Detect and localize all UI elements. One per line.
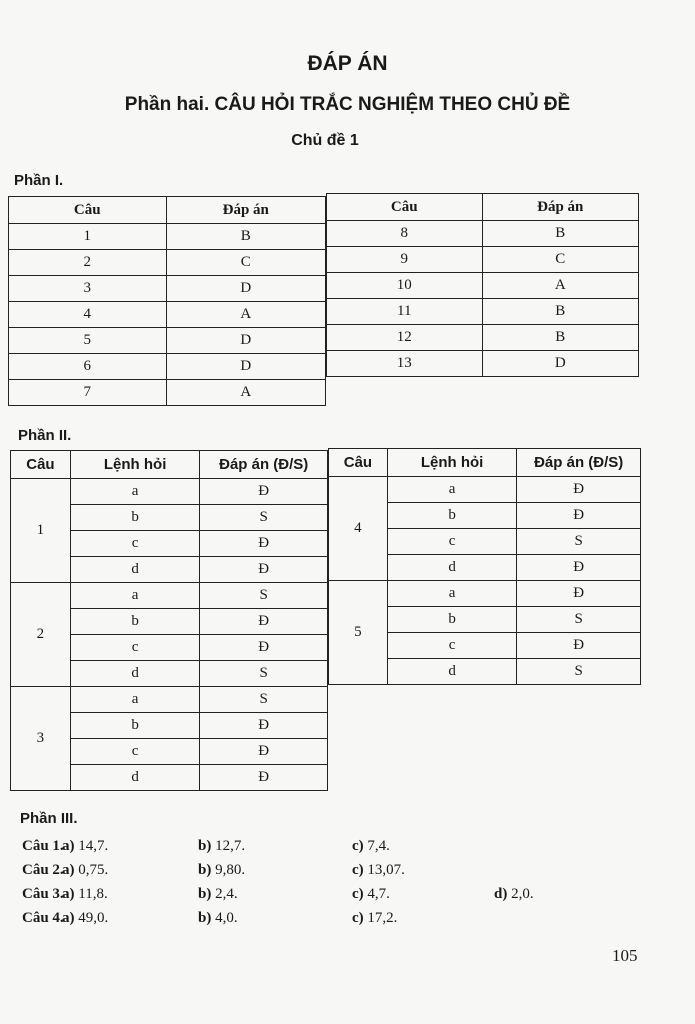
answer-key: a) xyxy=(62,838,75,854)
prompt-cell: c xyxy=(387,529,517,555)
col-header-answer: Đáp án xyxy=(166,197,326,224)
question-cell: 2 xyxy=(9,250,167,276)
question-label: Câu 4. xyxy=(22,910,64,926)
prompt-cell: d xyxy=(70,557,200,583)
answer-key: c) xyxy=(352,910,364,926)
table-row xyxy=(329,477,641,503)
answer-item xyxy=(198,886,238,903)
answer-cell: A xyxy=(166,302,326,328)
prompt-cell: d xyxy=(70,765,200,791)
table-row xyxy=(9,380,326,406)
answer-cell: S xyxy=(517,607,641,633)
answer-item xyxy=(198,838,245,855)
answer-key: b) xyxy=(198,862,212,878)
answer-cell: Đ xyxy=(200,557,328,583)
question-cell: 7 xyxy=(9,380,167,406)
table-row xyxy=(11,687,328,713)
answer-value: 4,0. xyxy=(215,910,238,926)
col-header-answer: Đáp án xyxy=(482,194,639,221)
answer-key: d) xyxy=(494,886,508,902)
question-label: Câu 3. xyxy=(22,886,64,902)
answer-item xyxy=(62,838,108,855)
answer-cell: D xyxy=(482,351,639,377)
prompt-cell: a xyxy=(70,479,200,505)
page-title: ĐÁP ÁN xyxy=(307,52,388,75)
answer-item xyxy=(198,910,238,927)
part2-heading: Phần II. xyxy=(18,427,72,444)
answer-cell: S xyxy=(200,505,328,531)
answer-key: c) xyxy=(352,862,364,878)
answer-cell: Đ xyxy=(200,739,328,765)
answer-value: 2,0. xyxy=(511,886,534,902)
answer-item xyxy=(62,862,108,879)
question-label: Câu 1. xyxy=(22,838,64,854)
question-cell: 11 xyxy=(327,299,483,325)
answer-value: 49,0. xyxy=(78,910,109,926)
answer-value: 14,7. xyxy=(78,838,109,854)
col-header-prompt: Lệnh hỏi xyxy=(387,449,517,477)
prompt-cell: a xyxy=(387,581,517,607)
answer-cell: Đ xyxy=(517,477,641,503)
answer-cell: B xyxy=(482,299,639,325)
prompt-cell: d xyxy=(387,555,517,581)
answer-cell: Đ xyxy=(200,713,328,739)
answer-cell: Đ xyxy=(200,479,328,505)
question-cell: 6 xyxy=(9,354,167,380)
answer-item xyxy=(198,862,245,879)
answer-cell: B xyxy=(482,325,639,351)
question-cell: 9 xyxy=(327,247,483,273)
answer-cell: B xyxy=(482,221,639,247)
table-row xyxy=(327,325,639,351)
answer-cell: B xyxy=(166,224,326,250)
question-cell: 3 xyxy=(11,687,71,791)
answer-cell: D xyxy=(166,354,326,380)
answer-cell: Đ xyxy=(517,581,641,607)
question-cell: 10 xyxy=(327,273,483,299)
prompt-cell: c xyxy=(70,635,200,661)
answer-key: b) xyxy=(198,910,212,926)
part2-table-right xyxy=(328,448,641,685)
answer-value: 4,7. xyxy=(367,886,390,902)
answer-item xyxy=(352,862,405,879)
answer-key: c) xyxy=(352,838,364,854)
answer-cell: Đ xyxy=(200,765,328,791)
prompt-cell: a xyxy=(387,477,517,503)
table-row xyxy=(327,273,639,299)
answer-key: b) xyxy=(198,886,212,902)
question-label: Câu 2. xyxy=(22,862,64,878)
prompt-cell: d xyxy=(70,661,200,687)
answer-key: a) xyxy=(62,910,75,926)
answer-item xyxy=(352,886,390,903)
answer-item xyxy=(62,886,108,903)
answer-cell: C xyxy=(166,250,326,276)
answer-key: a) xyxy=(62,886,75,902)
table-row xyxy=(327,351,639,377)
prompt-cell: d xyxy=(387,659,517,685)
answer-item xyxy=(352,910,397,927)
prompt-cell: c xyxy=(387,633,517,659)
question-cell: 13 xyxy=(327,351,483,377)
part2-table-left xyxy=(10,450,328,791)
answer-cell: Đ xyxy=(200,635,328,661)
answer-cell: S xyxy=(517,529,641,555)
table-row xyxy=(327,221,639,247)
prompt-cell: b xyxy=(387,503,517,529)
question-cell: 1 xyxy=(9,224,167,250)
answer-value: 11,8. xyxy=(78,886,108,902)
topic-heading: Chủ đề 1 xyxy=(291,132,359,149)
answer-cell: Đ xyxy=(200,609,328,635)
answer-cell: S xyxy=(517,659,641,685)
question-cell: 4 xyxy=(329,477,388,581)
answer-cell: D xyxy=(166,328,326,354)
part1-table-left xyxy=(8,196,326,406)
answer-key: c) xyxy=(352,886,364,902)
table-row xyxy=(9,302,326,328)
answer-cell: D xyxy=(166,276,326,302)
question-cell: 5 xyxy=(329,581,388,685)
answer-cell: C xyxy=(482,247,639,273)
answer-cell: Đ xyxy=(517,503,641,529)
answer-key: a) xyxy=(62,862,75,878)
col-header-prompt: Lệnh hỏi xyxy=(70,451,200,479)
table-row xyxy=(9,276,326,302)
col-header-question: Câu xyxy=(9,197,167,224)
answer-value: 2,4. xyxy=(215,886,238,902)
answer-cell: S xyxy=(200,661,328,687)
prompt-cell: a xyxy=(70,687,200,713)
question-cell: 3 xyxy=(9,276,167,302)
answer-value: 17,2. xyxy=(367,910,398,926)
answer-cell: S xyxy=(200,583,328,609)
answer-value: 7,4. xyxy=(367,838,390,854)
page-number: 105 xyxy=(612,946,638,965)
question-cell: 8 xyxy=(327,221,483,247)
answer-value: 13,07. xyxy=(367,862,405,878)
answer-cell: A xyxy=(166,380,326,406)
table-row xyxy=(9,250,326,276)
col-header-question: Câu xyxy=(327,194,483,221)
question-cell: 2 xyxy=(11,583,71,687)
prompt-cell: b xyxy=(70,609,200,635)
col-header-question: Câu xyxy=(11,451,71,479)
col-header-answer: Đáp án (Đ/S) xyxy=(200,451,328,479)
question-cell: 4 xyxy=(9,302,167,328)
table-row xyxy=(9,224,326,250)
question-cell: 1 xyxy=(11,479,71,583)
part3-heading: Phần III. xyxy=(20,810,78,827)
table-row xyxy=(11,583,328,609)
answer-cell: Đ xyxy=(517,555,641,581)
prompt-cell: c xyxy=(70,739,200,765)
table-row xyxy=(327,247,639,273)
answer-cell: Đ xyxy=(517,633,641,659)
prompt-cell: b xyxy=(70,505,200,531)
table-row xyxy=(329,581,641,607)
table-row xyxy=(9,328,326,354)
answer-value: 9,80. xyxy=(215,862,246,878)
section-subtitle: Phần hai. CÂU HỎI TRẮC NGHIỆM THEO CHỦ ĐỀ xyxy=(124,94,571,115)
prompt-cell: c xyxy=(70,531,200,557)
part1-heading: Phần I. xyxy=(14,172,64,189)
part1-table-right xyxy=(326,193,639,377)
answer-key: b) xyxy=(198,838,212,854)
answer-cell: A xyxy=(482,273,639,299)
table-row xyxy=(11,479,328,505)
prompt-cell: b xyxy=(70,713,200,739)
answer-cell: S xyxy=(200,687,328,713)
col-header-answer: Đáp án (Đ/S) xyxy=(517,449,641,477)
table-row xyxy=(9,354,326,380)
prompt-cell: b xyxy=(387,607,517,633)
prompt-cell: a xyxy=(70,583,200,609)
question-cell: 12 xyxy=(327,325,483,351)
col-header-question: Câu xyxy=(329,449,388,477)
question-cell: 5 xyxy=(9,328,167,354)
table-row xyxy=(327,299,639,325)
answer-item xyxy=(352,838,390,855)
answer-item xyxy=(494,886,534,903)
answer-item xyxy=(62,910,108,927)
answer-cell: Đ xyxy=(200,531,328,557)
answer-value: 12,7. xyxy=(215,838,246,854)
answer-value: 0,75. xyxy=(78,862,109,878)
